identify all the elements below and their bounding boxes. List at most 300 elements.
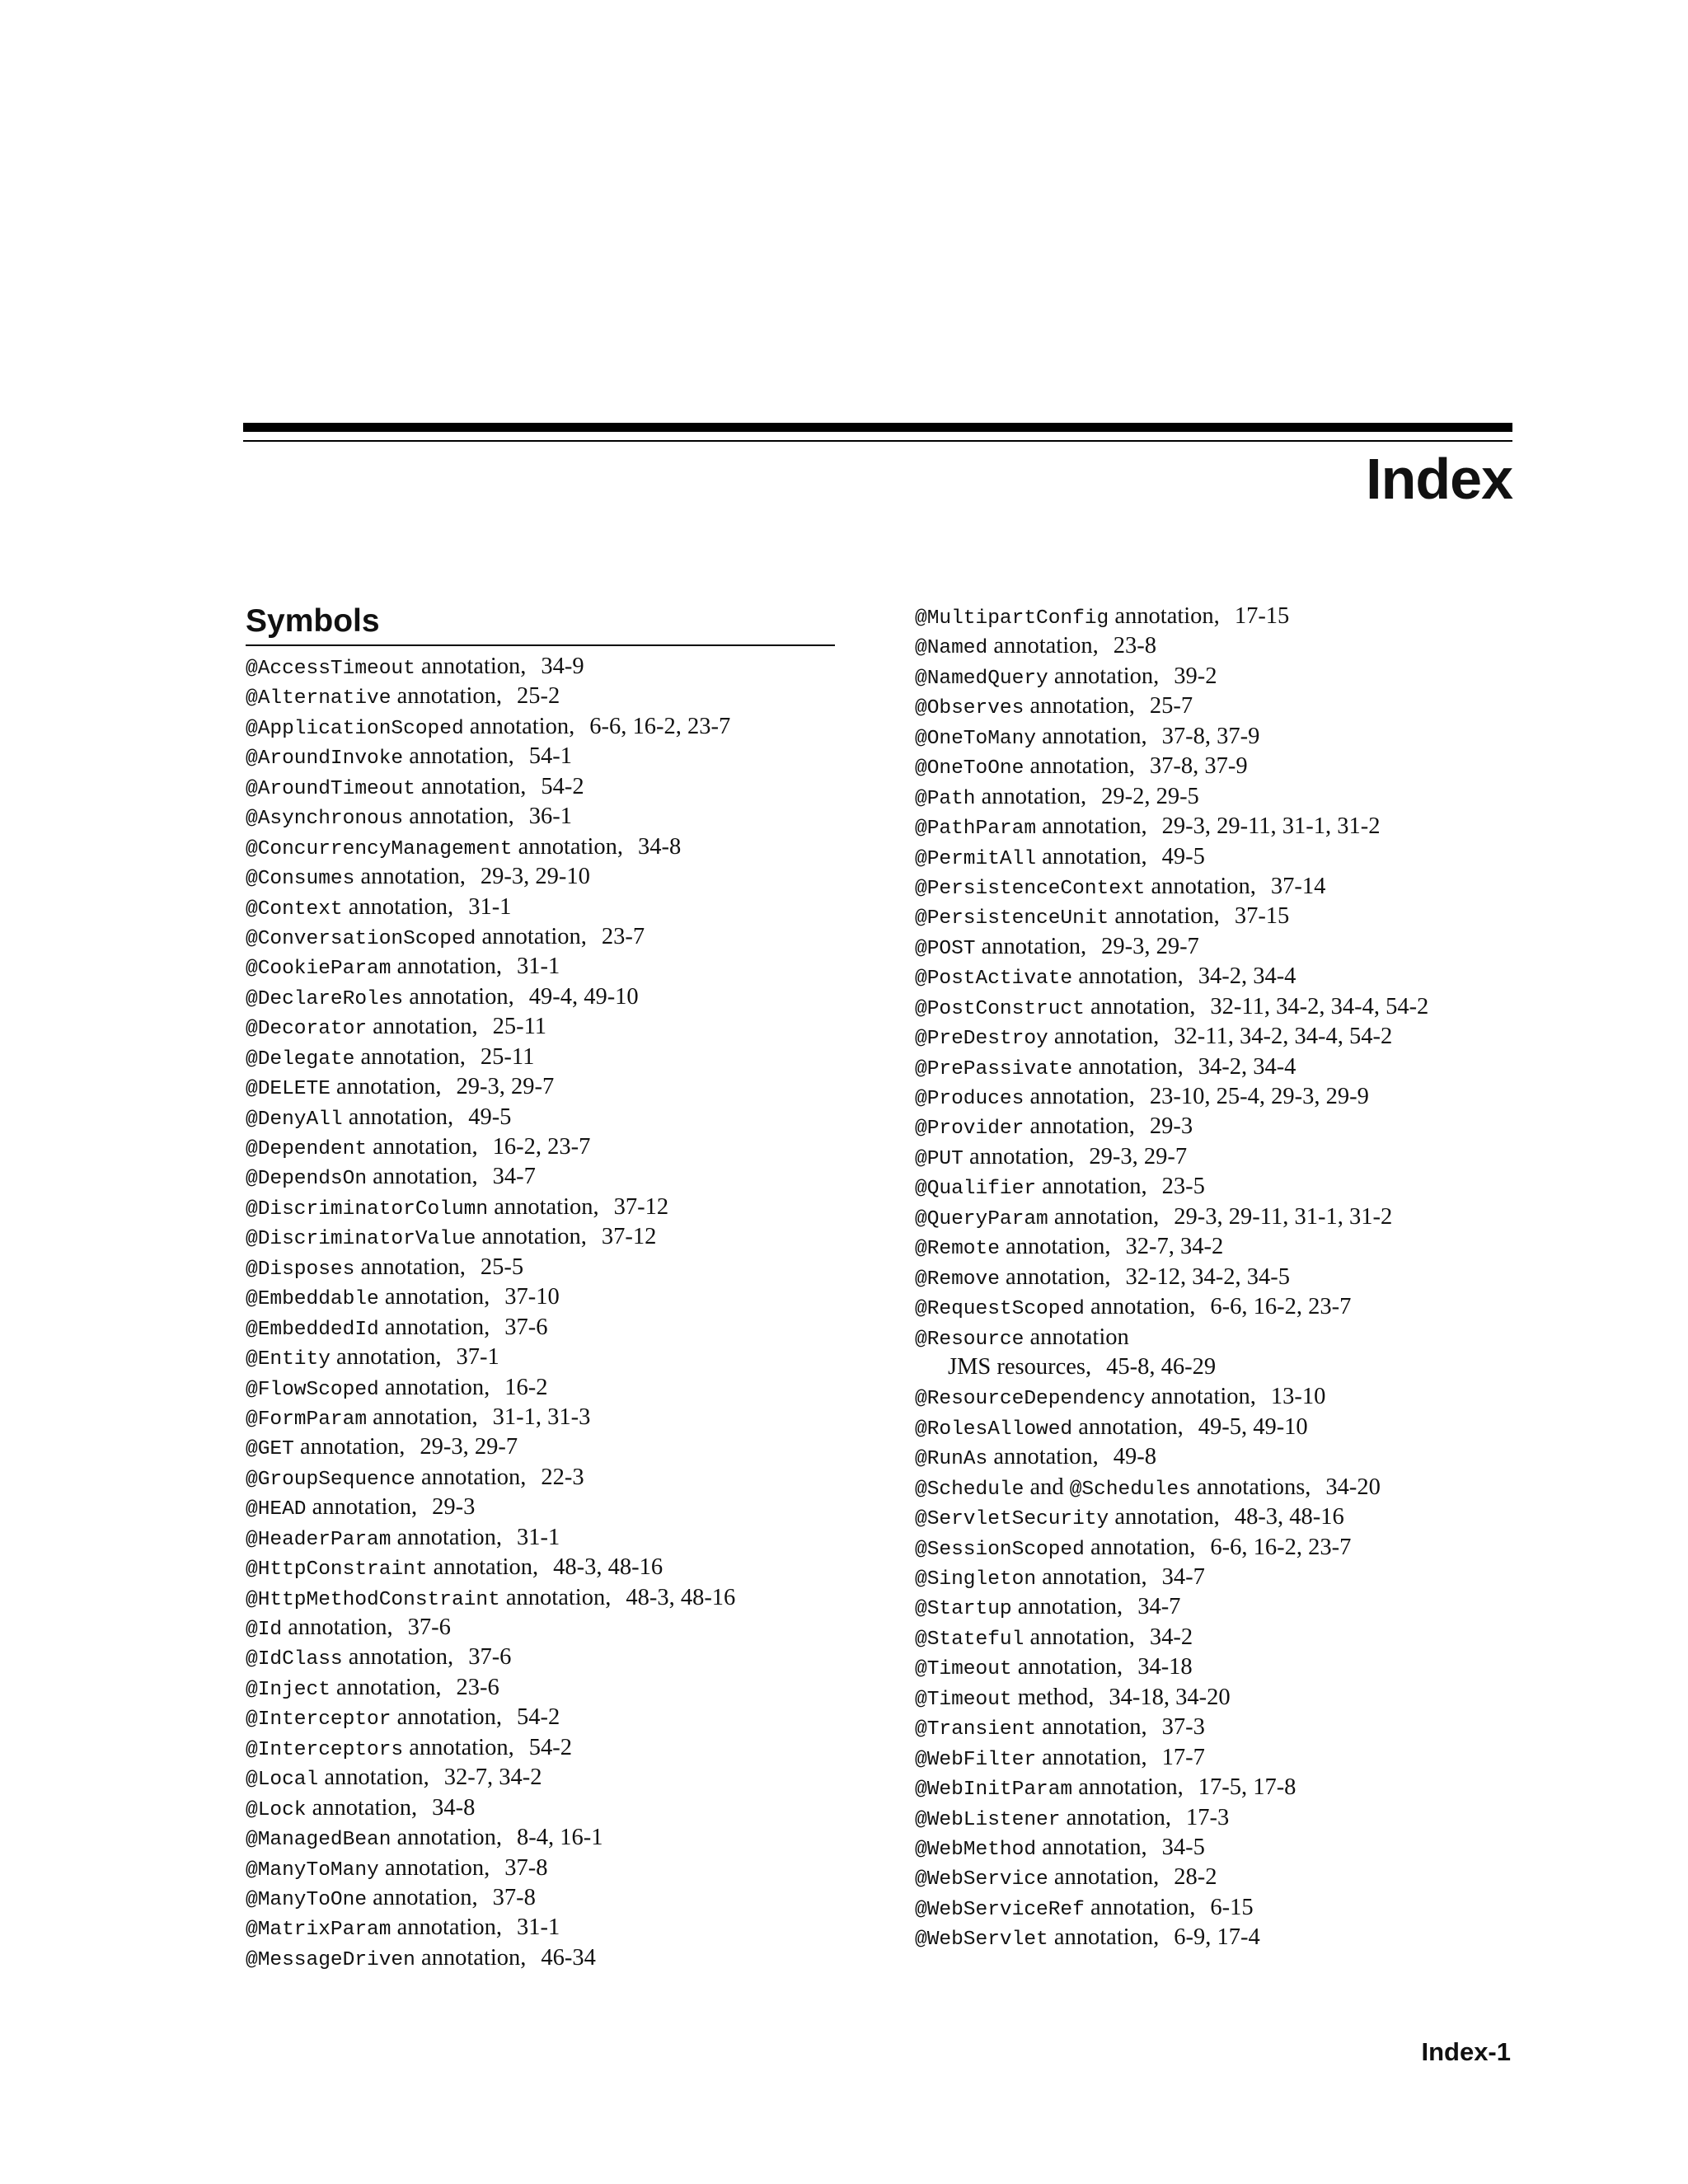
index-entry (915, 872, 1428, 902)
page-references: 37-6 (504, 1314, 548, 1340)
entry-term: annotation, (1114, 603, 1220, 629)
entry-term: annotation, (1078, 1053, 1184, 1080)
entry-term: annotation, (1006, 1234, 1111, 1260)
page-title: Index (1366, 447, 1512, 511)
annotation-name: @RunAs (915, 1448, 988, 1471)
annotation-name: @ManyToOne (246, 1888, 368, 1911)
page-references: 34-7 (1161, 1564, 1205, 1590)
header-rule-thin (243, 440, 1512, 442)
page-references: 17-3 (1186, 1804, 1230, 1830)
page-references: 29-3, 29-7 (456, 1074, 555, 1100)
index-entry (246, 652, 735, 682)
entry-term: annotation, (312, 1494, 418, 1521)
annotation-name: @ServletSecurity (915, 1508, 1109, 1531)
annotation-name: @Id (246, 1619, 283, 1641)
page-references: 39-2 (1174, 663, 1217, 689)
entry-term: annotation, (1042, 1564, 1147, 1590)
entry-term: annotation, (505, 1584, 612, 1610)
entry-term: annotation (1029, 1324, 1129, 1350)
page-references: 32-7, 34-2 (443, 1765, 542, 1791)
annotation-name: @DenyAll (246, 1108, 343, 1131)
entry-term: annotation, (373, 1014, 478, 1040)
page-references: 48-3, 48-16 (553, 1554, 663, 1581)
annotation-name: @Observes (915, 697, 1025, 720)
index-entry (246, 1943, 735, 1973)
annotation-name: @MatrixParam (246, 1919, 392, 1942)
index-entry (915, 1533, 1428, 1563)
annotation-name: @DiscriminatorValue (246, 1228, 476, 1251)
page-references: 34-2, 34-4 (1198, 1053, 1296, 1080)
entry-term: annotation, (481, 923, 587, 949)
annotation-name: @WebServlet (915, 1929, 1048, 1952)
annotation-name: @NamedQuery (915, 667, 1048, 690)
entry-term: annotations, (1196, 1474, 1311, 1500)
index-entry (246, 1012, 735, 1042)
index-entry (246, 1733, 735, 1763)
page-references: 34-20 (1325, 1474, 1381, 1500)
page-references: 25-2 (517, 683, 560, 710)
index-entry (915, 602, 1428, 631)
page-references: 31-1 (517, 954, 560, 980)
entry-term: annotation, (1151, 873, 1256, 899)
page-references: 54-2 (541, 773, 584, 799)
entry-term: annotation, (396, 683, 502, 710)
index-entry (915, 782, 1428, 812)
entry-term: annotation, (1090, 1534, 1196, 1560)
page-references: 17-5, 17-8 (1198, 1774, 1296, 1801)
annotation-name: @Startup (915, 1598, 1012, 1621)
page-references: 29-3 (432, 1494, 476, 1521)
annotation-name: @WebMethod (915, 1838, 1037, 1861)
index-entry (246, 1343, 735, 1372)
index-entry (246, 1913, 735, 1943)
entry-term: annotation, (409, 743, 514, 770)
annotation-name: @EmbeddedId (246, 1318, 379, 1341)
page-references: 16-2 (504, 1374, 548, 1400)
entry-term: annotation, (1114, 903, 1220, 930)
entry-term: annotation, (384, 1854, 490, 1881)
entry-term: annotation, (373, 1404, 478, 1430)
page-references: 34-18 (1137, 1654, 1193, 1680)
index-entry (915, 1592, 1428, 1622)
page-references: 37-6 (407, 1615, 451, 1640)
annotation-name: @ManagedBean (246, 1829, 392, 1852)
index-entry (915, 1202, 1428, 1232)
annotation-name: @PreDestroy (915, 1028, 1048, 1051)
page-references: 31-1 (517, 1524, 560, 1550)
annotation-name: @POST (915, 937, 976, 960)
annotation-name: @Disposes (246, 1258, 355, 1281)
entry-term: annotation, (1078, 1774, 1184, 1801)
entry-term: annotation, (1053, 1203, 1160, 1230)
page-references: 48-3, 48-16 (626, 1584, 736, 1610)
annotation-name: @Lock (246, 1798, 307, 1821)
annotation-name: @RequestScoped (915, 1298, 1085, 1321)
index-entry (246, 832, 735, 862)
entry-term: annotation, (1090, 1894, 1196, 1920)
entry-term: annotation, (336, 1674, 442, 1700)
page-references: 34-2, 34-4 (1198, 963, 1296, 990)
index-entry (915, 1713, 1428, 1742)
page-references: 25-11 (492, 1014, 547, 1040)
page-references: 29-3 (1149, 1113, 1193, 1140)
annotation-name: @Delegate (246, 1047, 355, 1071)
entry-term: annotation, (1029, 693, 1135, 719)
entry-term: annotation, (288, 1615, 393, 1640)
entry-term: annotation, (384, 1374, 490, 1400)
index-entry (915, 1382, 1428, 1412)
annotation-name: @Transient (915, 1718, 1037, 1741)
page-references: 28-2 (1174, 1864, 1217, 1891)
entry-term: annotation, (1078, 963, 1184, 990)
index-entry (246, 1854, 735, 1883)
page-references: 34-8 (432, 1794, 476, 1821)
annotation-name: @Qualifier (915, 1178, 1037, 1201)
annotation-name: @ManyToMany (246, 1858, 379, 1882)
index-subentry (915, 1352, 1428, 1382)
page-references: 34-8 (638, 833, 682, 860)
annotation-name: @Dependent (246, 1138, 368, 1160)
entry-term: annotation, (494, 1193, 599, 1220)
index-entry (915, 1172, 1428, 1202)
annotation-name: @Entity (246, 1348, 331, 1371)
index-column-left (246, 652, 735, 1973)
index-entry (246, 1643, 735, 1672)
index-entry (915, 722, 1428, 752)
annotation-name: @DeclareRoles (246, 987, 404, 1010)
entry-term: annotation, (348, 1104, 454, 1130)
entry-term: annotation, (312, 1794, 418, 1821)
index-entry (915, 992, 1428, 1022)
index-entry (246, 1222, 735, 1252)
page-references: 16-2, 23-7 (492, 1134, 591, 1160)
entry-term: annotation, (420, 1464, 527, 1490)
index-entry (246, 952, 735, 982)
page-references: 29-3, 29-11, 31-1, 31-2 (1161, 813, 1381, 840)
entry-term: annotation, (1029, 1624, 1135, 1650)
annotation-name: @ResourceDependency (915, 1388, 1146, 1411)
index-entry (915, 1893, 1428, 1923)
index-entry (246, 1313, 735, 1343)
index-entry (915, 1652, 1428, 1682)
entry-term: annotation, (360, 1254, 466, 1280)
entry-term: annotation, (409, 983, 514, 1010)
index-entry (915, 1863, 1428, 1892)
entry-term: annotation, (1090, 993, 1196, 1019)
annotation-name: @AroundTimeout (246, 777, 415, 800)
annotation-name: @Remote (915, 1238, 1000, 1261)
page-references: 34-7 (492, 1164, 536, 1190)
index-entry (915, 1323, 1428, 1352)
entry-term: method, (1017, 1684, 1095, 1710)
index-entry (915, 662, 1428, 691)
annotation-name: @WebFilter (915, 1748, 1037, 1771)
page-references: 29-3, 29-7 (1101, 933, 1199, 959)
entry-term: annotation, (373, 1884, 478, 1910)
page-references: 23-10, 25-4, 29-3, 29-9 (1149, 1084, 1369, 1109)
page-references: 37-8 (504, 1854, 548, 1881)
index-entry (246, 1823, 735, 1853)
entry-term: annotation, (1042, 1834, 1147, 1860)
annotation-name: @WebInitParam (915, 1779, 1073, 1802)
entry-term: annotation, (1029, 1084, 1135, 1109)
index-entry (915, 1082, 1428, 1112)
annotation-name: @ConversationScoped (246, 927, 476, 950)
annotation-name: @DiscriminatorColumn (246, 1197, 489, 1221)
page-references: 54-1 (528, 743, 572, 770)
annotation-name: @FormParam (246, 1408, 368, 1431)
index-entry (246, 682, 735, 711)
annotation-name: @DELETE (246, 1078, 331, 1101)
index-entry (915, 1923, 1428, 1952)
annotation-name: @Local (246, 1769, 319, 1792)
entry-term: annotation, (1042, 1714, 1147, 1741)
entry-term: annotation, (1053, 1024, 1160, 1050)
entry-term: annotation, (396, 1704, 502, 1731)
annotation-name: @Inject (246, 1678, 331, 1701)
page-references: 48-3, 48-16 (1234, 1504, 1344, 1530)
index-entry (915, 1773, 1428, 1802)
annotation-name: @Schedules (1069, 1478, 1191, 1501)
annotation-name: @FlowScoped (246, 1378, 379, 1401)
entry-term: annotation, (1053, 663, 1160, 689)
page-references: 34-7 (1137, 1594, 1181, 1620)
page-references: 29-3, 29-10 (480, 864, 590, 890)
annotation-name: @Produces (915, 1088, 1025, 1110)
index-entry (246, 1793, 735, 1823)
page-references: 6-6, 16-2, 23-7 (1210, 1534, 1352, 1560)
entry-term: annotation, (1042, 813, 1147, 840)
annotation-name: @Named (915, 637, 988, 660)
annotation-name: @Timeout (915, 1658, 1012, 1681)
page-references: 13-10 (1270, 1384, 1326, 1410)
entry-term: annotation, (1006, 1263, 1111, 1290)
page-references: 37-15 (1234, 903, 1290, 930)
annotation-name: @MessageDriven (246, 1948, 415, 1971)
index-entry (246, 712, 735, 742)
page-references: 31-1, 31-3 (492, 1404, 591, 1430)
page-references: 32-12, 34-2, 34-5 (1125, 1263, 1290, 1290)
entry-term: annotation, (469, 713, 575, 739)
index-entry (246, 1673, 735, 1703)
annotation-name: @PathParam (915, 818, 1037, 841)
annotation-name: @PostConstruct (915, 997, 1085, 1020)
annotation-name: @Schedule (915, 1478, 1025, 1501)
index-entry (246, 1583, 735, 1613)
annotation-name: @Path (915, 787, 976, 810)
entry-term: annotation, (299, 1434, 406, 1460)
index-entry (915, 842, 1428, 872)
entry-term: annotation, (396, 1825, 502, 1851)
annotation-name: @PrePassivate (915, 1057, 1073, 1080)
annotation-name: @PermitAll (915, 847, 1037, 870)
entry-term: annotation, (336, 1344, 442, 1371)
index-entry (915, 1623, 1428, 1652)
entry-term: annotation, (1042, 723, 1147, 749)
entry-term: annotation, (409, 804, 514, 830)
index-column-right (915, 602, 1428, 1953)
index-entry (246, 1883, 735, 1913)
entry-term: annotation, (1053, 1924, 1160, 1951)
page-references: 32-11, 34-2, 34-4, 54-2 (1174, 1024, 1393, 1050)
entry-term: annotation, (409, 1734, 514, 1760)
entry-term: annotation, (993, 1444, 1099, 1470)
index-entry (246, 742, 735, 771)
page-references: 22-3 (541, 1464, 584, 1490)
index-entry (915, 962, 1428, 991)
annotation-name: @Decorator (246, 1018, 368, 1041)
index-entry (915, 1292, 1428, 1322)
page-references: 23-8 (1113, 633, 1157, 659)
page-references: 25-5 (480, 1254, 524, 1280)
annotation-name: @HttpMethodConstraint (246, 1588, 500, 1611)
annotation-name: @OneToMany (915, 727, 1037, 750)
annotation-name: @PersistenceUnit (915, 907, 1109, 930)
entry-term: annotation, (396, 1524, 502, 1550)
index-entry (915, 1232, 1428, 1262)
entry-term: annotation, (481, 1224, 587, 1250)
index-entry (915, 1803, 1428, 1833)
index-entry (915, 1442, 1428, 1472)
entry-term: annotation, (981, 933, 1087, 959)
entry-term: annotation, (324, 1765, 429, 1791)
entry-term: annotation, (1042, 1174, 1147, 1200)
page-references: 23-7 (601, 923, 645, 949)
index-entry (246, 1613, 735, 1643)
annotation-name: @HeaderParam (246, 1528, 392, 1551)
page-references: 34-5 (1161, 1834, 1205, 1860)
index-entry (246, 1763, 735, 1793)
index-entry (246, 862, 735, 892)
page-references: 32-7, 34-2 (1125, 1234, 1224, 1260)
index-entry (915, 691, 1428, 721)
entry-term: annotation, (981, 783, 1087, 809)
entry-term: annotation, (1017, 1654, 1123, 1680)
annotation-name: @Context (246, 898, 343, 921)
entry-term: annotation, (518, 833, 624, 860)
page-references: 29-2, 29-5 (1101, 783, 1199, 809)
index-entry (246, 893, 735, 922)
entry-term: annotation, (1029, 1113, 1135, 1140)
entry-term: annotation, (360, 864, 466, 890)
annotation-name: @MultipartConfig (915, 607, 1109, 630)
annotation-name: @Timeout (915, 1688, 1012, 1711)
index-entry (915, 932, 1428, 962)
page-references: 49-5, 49-10 (1198, 1413, 1308, 1440)
annotation-name: @Consumes (246, 868, 355, 891)
index-entry (246, 1103, 735, 1132)
annotation-name: @Singleton (915, 1568, 1037, 1591)
index-entry (915, 752, 1428, 781)
entry-term: annotation, (1078, 1413, 1184, 1440)
page-references: 6-9, 17-4 (1174, 1924, 1260, 1951)
index-entry (246, 1703, 735, 1732)
page-references: 37-8 (492, 1884, 536, 1910)
entry-term: annotation, (1017, 1594, 1123, 1620)
page-references: 23-6 (456, 1674, 499, 1700)
page-references: 54-2 (528, 1734, 572, 1760)
entry-term: annotation, (348, 893, 454, 920)
annotation-name: @WebListener (915, 1808, 1061, 1831)
annotation-name: @OneToOne (915, 757, 1025, 780)
page-references: 29-3, 29-7 (420, 1434, 518, 1460)
page-references: 8-4, 16-1 (517, 1825, 603, 1851)
entry-term: annotation, (1066, 1804, 1171, 1830)
annotation-name: @DependsOn (246, 1168, 368, 1191)
index-entry (915, 631, 1428, 661)
annotation-name: @GroupSequence (246, 1468, 415, 1491)
section-heading-symbols: Symbols (246, 603, 380, 639)
page-references: 34-2 (1149, 1624, 1193, 1650)
annotation-name: @WebServiceRef (915, 1898, 1085, 1921)
page-references: 37-3 (1161, 1714, 1205, 1741)
annotation-name: @Provider (915, 1118, 1025, 1141)
index-entry (246, 1162, 735, 1192)
entry-term: annotation, (420, 1944, 527, 1971)
page-references: 49-5 (1161, 843, 1205, 869)
entry-term: annotation, (373, 1134, 478, 1160)
page-references: 29-3, 29-11, 31-1, 31-2 (1174, 1203, 1393, 1230)
index-entry (246, 1493, 735, 1522)
page-number: Index-1 (1421, 2037, 1511, 2066)
annotation-name: @WebService (915, 1868, 1048, 1891)
index-entry (915, 812, 1428, 841)
page-references: 36-1 (528, 804, 572, 830)
page-references: 34-9 (541, 654, 584, 679)
index-entry (246, 802, 735, 832)
index-entry (246, 1523, 735, 1553)
entry-term: annotation, (384, 1284, 490, 1310)
page-references: 37-12 (613, 1193, 669, 1220)
index-entry (246, 1463, 735, 1493)
entry-term: annotation, (1151, 1384, 1256, 1410)
page-references: 25-7 (1149, 693, 1193, 719)
page-references: 54-2 (517, 1704, 560, 1731)
page-references: 31-1 (468, 893, 512, 920)
index-entry (915, 1112, 1428, 1141)
index-entry (246, 1373, 735, 1403)
index-entry (246, 922, 735, 952)
entry-term: annotation, (968, 1143, 1075, 1169)
entry-term: annotation, (373, 1164, 478, 1190)
index-entry (246, 1553, 735, 1582)
annotation-name: @GET (246, 1438, 294, 1461)
annotation-name: @HttpConstraint (246, 1558, 428, 1582)
annotation-name: @Stateful (915, 1628, 1025, 1651)
page-references: 37-1 (456, 1344, 499, 1371)
index-entry (915, 1563, 1428, 1592)
annotation-name: @SessionScoped (915, 1538, 1085, 1561)
index-entry (246, 1072, 735, 1102)
index-entry (915, 1263, 1428, 1292)
entry-term: annotation, (420, 773, 527, 799)
header-rule-thick (243, 423, 1512, 432)
page-references: 32-11, 34-2, 34-4, 54-2 (1210, 993, 1429, 1019)
page-references: 31-1 (517, 1915, 560, 1941)
index-entry (915, 1142, 1428, 1172)
page-references: 49-4, 49-10 (528, 983, 639, 1010)
annotation-name: @HEAD (246, 1498, 307, 1521)
index-entry (246, 772, 735, 802)
annotation-name: @Interceptor (246, 1708, 392, 1732)
annotation-name: @CookieParam (246, 958, 392, 981)
index-entry (915, 1022, 1428, 1052)
page-references: 34-18, 34-20 (1109, 1684, 1231, 1710)
entry-term: annotation, (336, 1074, 442, 1100)
section-rule (246, 644, 835, 646)
index-entry (246, 1253, 735, 1282)
annotation-name: @PersistenceContext (915, 877, 1146, 900)
